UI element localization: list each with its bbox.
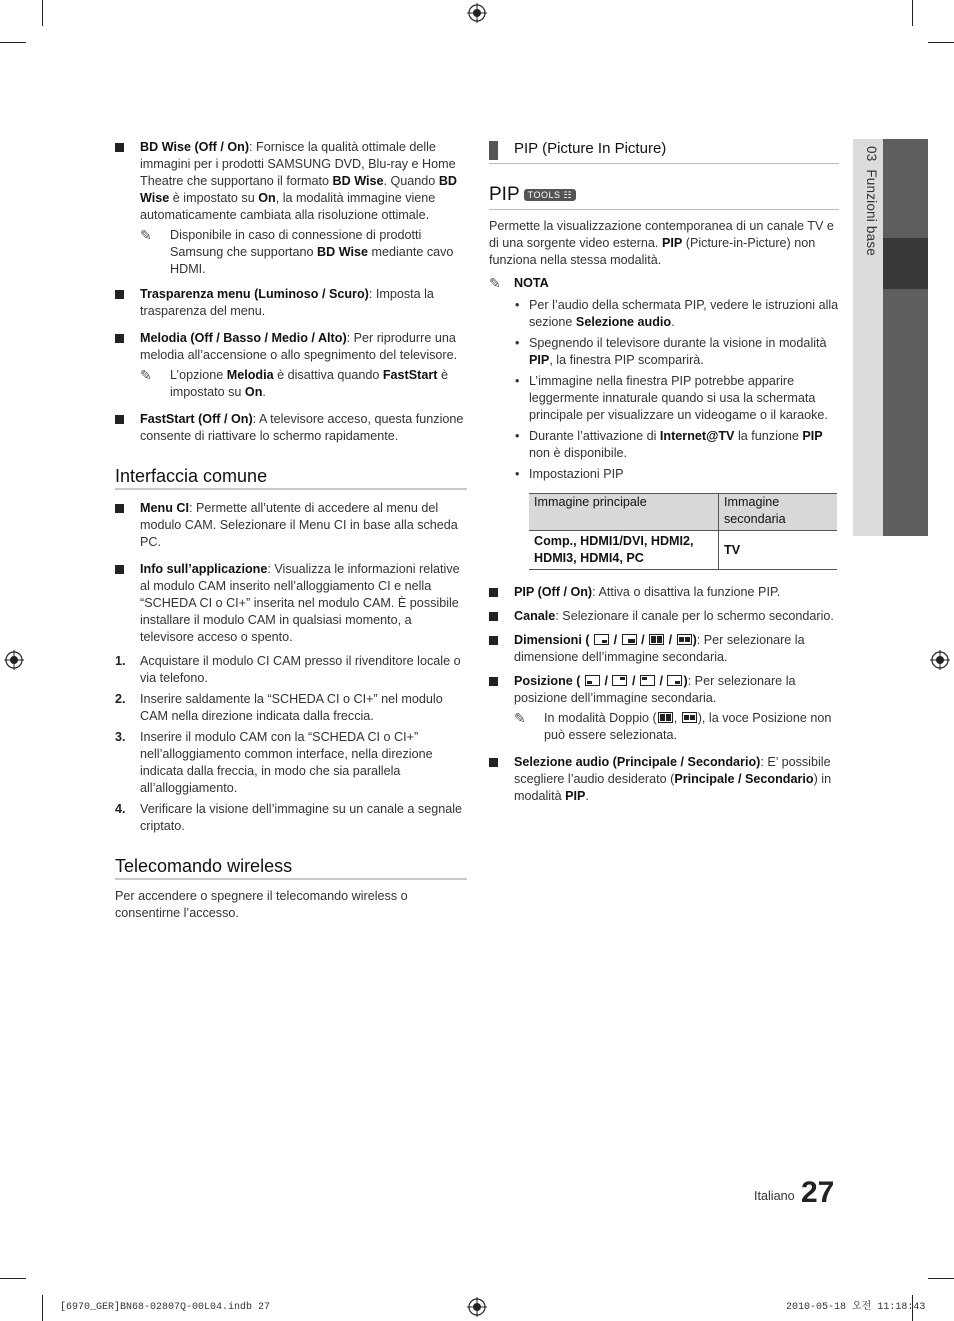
table-row	[529, 531, 837, 570]
bd-wise-text: , la modalità immagine viene automaticamente cambiata alla risoluzione ottimale.	[140, 191, 436, 222]
posizione-label-close: )	[683, 674, 688, 688]
dimensioni-label: Dimensioni (	[514, 633, 590, 647]
square-bullet-icon	[489, 758, 498, 767]
posizione-text: : Per selezionare la posizione dell’immagine secondaria.	[514, 674, 796, 705]
footer-language: Italiano	[754, 1189, 795, 1203]
note-term: Melodia	[226, 368, 274, 382]
step-item	[115, 691, 467, 725]
pencil-note-icon: ✎	[140, 367, 152, 383]
selezione-audio-term: Principale / Secondario	[674, 772, 814, 786]
trasparenza-text: : Imposta la trasparenza del menu.	[140, 287, 434, 318]
pip-intro-term: PIP	[661, 236, 683, 250]
faststart-text: : A televisore acceso, questa funzione consente di riattivare lo schermo rapidamente.	[140, 412, 464, 443]
pencil-note-icon: ✎	[140, 227, 152, 243]
selezione-audio-item	[489, 754, 839, 805]
faststart-label: FastStart (Off / On)	[140, 412, 253, 426]
square-bullet-icon	[115, 290, 124, 299]
faststart-item	[115, 411, 467, 445]
step-text: Inserire il modulo CAM con la “SCHEDA CI o CI+” nell’alloggiamento common interface, nella direzione indicata dalla freccia, in modo che sia parallela all’alloggiamento.	[140, 730, 433, 795]
selezione-audio-text: : E’ possibile scegliere l’audio desiderato (	[514, 755, 831, 786]
info-app-text: : Visualizza le informazioni relative al modulo CAM inserito nell’alloggiamento CI e nella “SCHEDA CI o CI+” inserita nel modulo CAM. È possibile installare il modulo CAM in qualsiasi momento, a televisore acceso o spento.	[140, 562, 460, 644]
bd-wise-text: : Fornisce la qualità ottimale delle immagini per i prodotti SAMSUNG DVD, Blu-ray e Home Theatre che supportano il formato	[140, 140, 456, 188]
nota-text: .	[671, 315, 675, 329]
trasparenza-item	[115, 286, 467, 320]
selezione-audio-term: PIP	[565, 789, 586, 803]
crop-mark	[0, 1278, 26, 1279]
separator: /	[604, 674, 608, 688]
pip-split-half-icon	[658, 712, 673, 723]
pip-position-bottom-left-icon	[585, 675, 600, 686]
nota-text: non è disponibile.	[529, 446, 628, 460]
melodia-label: Melodia (Off / Basso / Medio / Alto)	[140, 331, 347, 345]
nota-term: Internet@TV	[659, 429, 735, 443]
bd-wise-text: . Quando	[383, 174, 439, 188]
step-item	[115, 729, 467, 797]
print-slug-file: [6970_GER]BN68-02807Q-00L04.indb 27	[60, 1302, 271, 1313]
pip-split-wide-icon	[677, 634, 692, 645]
note-text: ), la voce Posizione non può essere selezionata.	[544, 711, 832, 742]
table-cell: TV	[719, 531, 838, 570]
canale-label: Canale	[514, 609, 556, 623]
table-cell: Comp., HDMI1/DVI, HDMI2, HDMI3, HDMI4, PC	[529, 531, 719, 570]
chapter-title: Funzioni base	[864, 169, 879, 256]
dimensioni-item	[489, 632, 839, 666]
note-text: mediante cavo HDMI.	[170, 245, 454, 276]
step-item	[115, 653, 467, 687]
pip-intro	[489, 218, 839, 269]
note-text: .	[262, 385, 266, 399]
bd-wise-item	[115, 139, 467, 278]
pip-split-half-icon	[649, 634, 664, 645]
note-text: L’opzione	[170, 368, 227, 382]
registration-mark-icon	[930, 650, 950, 670]
pip-split-wide-icon	[682, 712, 697, 723]
nota-list-item	[489, 466, 839, 483]
step-item	[115, 801, 467, 835]
pencil-note-icon: ✎	[514, 710, 526, 726]
note-text: è disattiva quando	[273, 368, 383, 382]
pip-position-top-left-icon	[640, 675, 655, 686]
posizione-item	[489, 673, 839, 744]
info-app-label: Info sull’applicazione	[140, 562, 268, 576]
nota-text: Impostazioni PIP	[529, 467, 624, 481]
pip-section-heading-text: PIP (Picture In Picture)	[514, 140, 667, 157]
posizione-note	[514, 710, 839, 744]
dimensioni-label-close: )	[692, 633, 697, 647]
nota-list-item	[489, 428, 839, 462]
left-column	[115, 139, 467, 922]
square-bullet-icon	[115, 504, 124, 513]
right-column	[489, 139, 839, 812]
pip-position-bottom-right-icon	[667, 675, 682, 686]
dot-bullet-icon: •	[515, 336, 520, 350]
note-text: ,	[673, 711, 678, 725]
melodia-note	[140, 367, 467, 401]
nota-text: la funzione	[734, 429, 803, 443]
registration-mark-icon	[467, 1297, 487, 1317]
bd-wise-label: BD Wise (Off / On)	[140, 140, 250, 154]
trasparenza-label: Trasparenza menu (Luminoso / Scuro)	[140, 287, 369, 301]
pip-section-heading	[489, 139, 839, 164]
selezione-audio-text: .	[585, 789, 589, 803]
step-number: 2.	[115, 692, 126, 706]
pip-onoff-text: : Attiva o disattiva la funzione PIP.	[592, 585, 781, 599]
step-text: Acquistare il modulo CI CAM presso il rivenditore locale o via telefono.	[140, 654, 461, 685]
separator: /	[668, 633, 673, 647]
crop-mark	[928, 42, 954, 43]
square-bullet-icon	[489, 677, 498, 686]
nota-list-item	[489, 335, 839, 369]
square-bullet-icon	[115, 415, 124, 424]
nota-heading	[489, 275, 839, 292]
canale-text: : Selezionare il canale per lo schermo secondario.	[555, 609, 834, 623]
square-bullet-icon	[489, 588, 498, 597]
tools-badge-label: TOOLS	[527, 190, 561, 200]
registration-mark-icon	[467, 3, 487, 23]
dot-bullet-icon: •	[515, 467, 520, 481]
section-bar-icon	[489, 141, 498, 160]
pip-size-large-icon	[622, 634, 637, 645]
pip-title	[489, 184, 839, 210]
note-term: FastStart	[382, 368, 438, 382]
dot-bullet-icon: •	[515, 429, 520, 443]
nota-text: Durante l’attivazione di	[529, 429, 660, 443]
note-term: BD Wise	[317, 245, 369, 259]
nota-text: , la finestra PIP scomparirà.	[549, 353, 704, 367]
nota-list-item	[489, 373, 839, 424]
melodia-text: : Per riprodurre una melodia all’accensione o allo spegnimento del televisore.	[140, 331, 458, 362]
chapter-tab-label	[856, 146, 880, 286]
step-number: 3.	[115, 730, 126, 744]
pip-intro-text: Permette la visualizzazione contemporanea di un canale TV e di una sorgente video esterna.	[489, 219, 834, 250]
nota-text: L’immagine nella finestra PIP potrebbe apparire leggermente innaturale quando si usa la schermata principale per visualizzare un videogame o il karaoke.	[529, 374, 828, 422]
crop-mark	[42, 1295, 43, 1321]
nota-list-item	[489, 297, 839, 331]
table-header-row	[529, 494, 837, 531]
step-number: 1.	[115, 654, 126, 668]
pencil-note-icon: ✎	[489, 275, 501, 291]
square-bullet-icon	[115, 143, 124, 152]
tools-badge: TOOLS ☷	[524, 189, 576, 201]
step-text: Verificare la visione dell’immagine su un canale a segnale criptato.	[140, 802, 463, 833]
nota-term: PIP	[802, 429, 823, 443]
table-header: Immagine principale	[529, 494, 719, 531]
nota-label: NOTA	[514, 276, 549, 290]
pip-position-top-right-icon	[612, 675, 627, 686]
step-number: 4.	[115, 802, 126, 816]
nota-list	[489, 297, 839, 483]
menu-ci-label: Menu CI	[140, 501, 189, 515]
pip-settings-table	[529, 493, 837, 570]
telecomando-heading: Telecomando wireless	[115, 858, 467, 880]
melodia-item	[115, 330, 467, 401]
separator: /	[613, 633, 618, 647]
canale-item	[489, 608, 839, 625]
dot-bullet-icon: •	[515, 298, 520, 312]
print-slug-date: 2010-05-18 오전 11:18:43	[786, 1302, 926, 1313]
bd-wise-term: On	[258, 191, 276, 205]
registration-mark-icon	[4, 650, 24, 670]
square-bullet-icon	[489, 636, 498, 645]
note-text: In modalità Doppio (	[544, 711, 657, 725]
pip-size-small-icon	[594, 634, 609, 645]
pip-intro-text: (Picture-in-Picture) non funziona nella stessa modalità.	[489, 236, 816, 267]
selezione-audio-label: Selezione audio (Principale / Secondario)	[514, 755, 761, 769]
posizione-label: Posizione (	[514, 674, 581, 688]
interfaccia-heading: Interfaccia comune	[115, 468, 467, 490]
crop-mark	[912, 0, 913, 26]
note-text: Disponibile in caso di connessione di prodotti Samsung che supportano	[170, 228, 422, 259]
bd-wise-text: è impostato su	[169, 191, 259, 205]
separator: /	[659, 674, 663, 688]
note-text: è impostato su	[170, 368, 448, 399]
step-text: Inserire saldamente la “SCHEDA CI o CI+” nel modulo CAM nella direzione indicata dalla freccia.	[140, 692, 443, 723]
pip-onoff-item	[489, 584, 839, 601]
page-number: 27	[801, 1176, 835, 1209]
bd-wise-term: BD Wise	[332, 174, 384, 188]
crop-mark	[0, 42, 26, 43]
table-header: Immagine secondaria	[719, 494, 838, 531]
nota-term: PIP	[529, 353, 550, 367]
selezione-audio-text: ) in modalità	[514, 772, 832, 803]
note-term: On	[244, 385, 263, 399]
pip-title-text: PIP	[489, 184, 520, 205]
bd-wise-term: BD Wise	[140, 174, 458, 205]
separator: /	[631, 674, 636, 688]
pip-onoff-label: PIP (Off / On)	[514, 585, 593, 599]
nota-term: Selezione audio	[575, 315, 672, 329]
info-app-item	[115, 561, 467, 646]
nota-text: Spegnendo il televisore durante la visione in modalità	[529, 336, 827, 350]
dimensioni-text: : Per selezionare la dimensione dell’immagine secondaria.	[514, 633, 805, 664]
square-bullet-icon	[489, 612, 498, 621]
square-bullet-icon	[115, 334, 124, 343]
telecomando-text: Per accendere o spegnere il telecomando wireless o consentirne l’accesso.	[115, 889, 408, 920]
nota-text: Per l’audio della schermata PIP, vedere le istruzioni alla sezione	[529, 298, 839, 329]
bd-wise-note	[140, 227, 467, 278]
separator: /	[641, 633, 645, 647]
dot-bullet-icon: •	[515, 374, 520, 388]
chapter-tab-strip	[883, 139, 928, 536]
menu-ci-text: : Permette all’utente di accedere al menu del modulo CAM. Selezionare il Menu CI in base alla scheda PC.	[140, 501, 458, 549]
chapter-tab-marker	[883, 238, 928, 289]
menu-ci-item	[115, 500, 467, 551]
square-bullet-icon	[115, 565, 124, 574]
crop-mark	[928, 1278, 954, 1279]
crop-mark	[42, 0, 43, 26]
chapter-number: 03	[864, 146, 879, 162]
